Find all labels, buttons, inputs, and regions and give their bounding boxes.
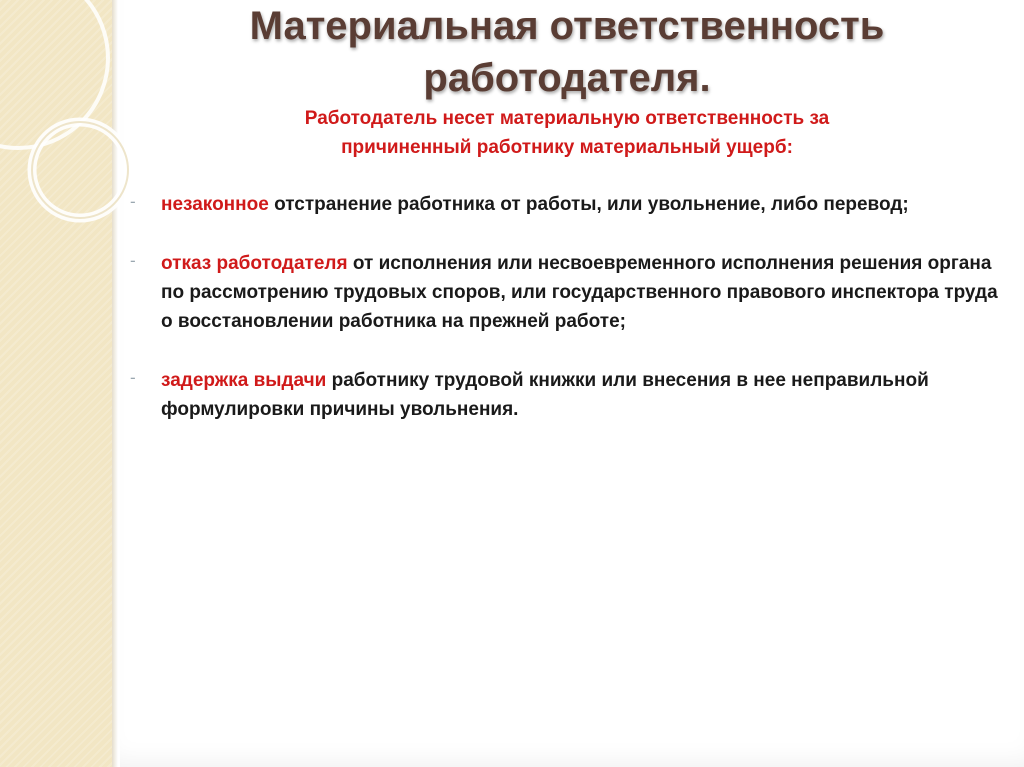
lead-line-2: причиненный работнику материальный ущерб: [341,137,793,158]
bullet-highlight: отказ работодателя [161,253,348,274]
slide-title [130,0,1004,104]
bullet-text [161,249,1010,336]
slide-title-line-2: работодателя. [423,56,711,100]
lead-statement [150,104,984,162]
bullet-highlight: незаконное [161,194,269,215]
bullet-dash: - [130,251,136,270]
bullet-item [130,366,1010,424]
bullet-item [130,249,1010,336]
bullet-text [161,190,1010,219]
bullet-dash: - [130,192,136,211]
bullet-list [130,190,1010,454]
bullet-highlight: задержка выдачи [161,370,327,391]
bullet-body: от исполнения или несвоевременного исполнения решения органа по рассмотрению трудовых споров, или государственного правового инспектора труда о восстановлении работника на прежней работе; [161,253,998,332]
bullet-body: работнику трудовой книжки или внесения в нее неправильной формулировки причины увольнения. [161,370,929,420]
bullet-dash: - [130,368,136,387]
slide-title-line-1: Материальная ответственность [249,4,885,48]
bullet-body: отстранение работника от работы, или увольнение, либо перевод; [268,194,909,215]
bullet-item [130,190,1010,219]
lead-line-1: Работодатель несет материальную ответственность за [304,108,830,129]
bullet-text [161,366,1010,424]
ring-small-inner [32,122,128,218]
decorative-rings [0,0,140,300]
